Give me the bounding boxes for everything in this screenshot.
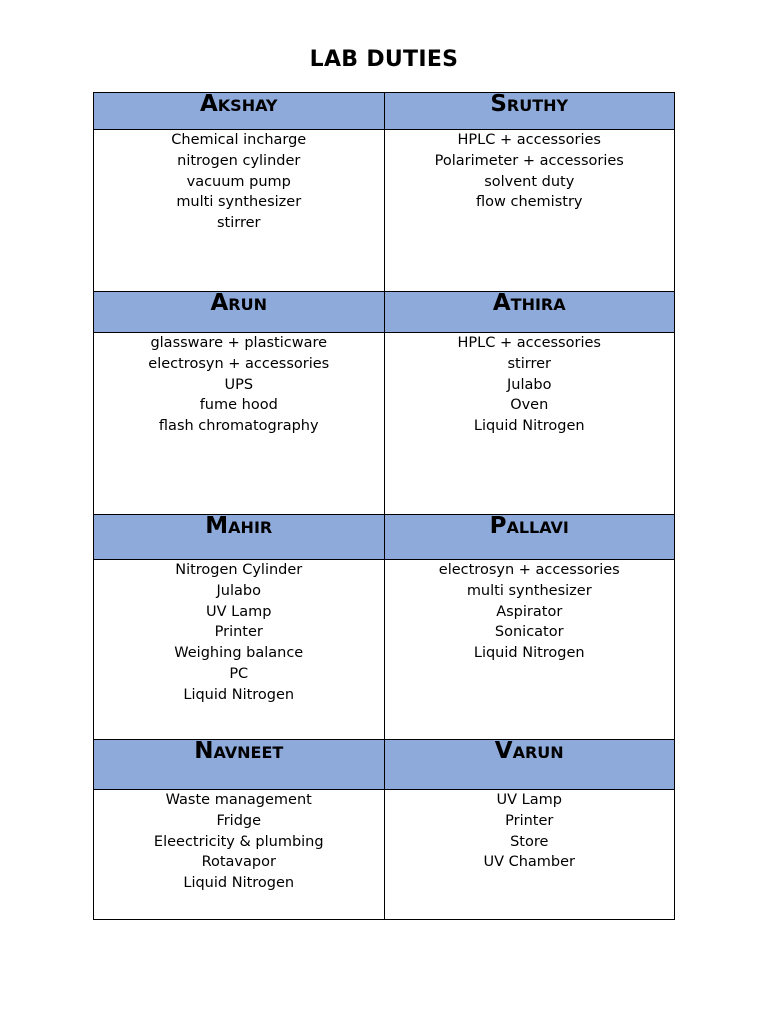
duty-item: UV Chamber (483, 854, 576, 871)
duty-item: glassware + plasticware (150, 335, 328, 351)
duty-item: Oven (510, 397, 549, 414)
duty-item: Liquid Nitrogen (473, 645, 585, 662)
duties-cell (94, 130, 385, 292)
person-name: Navneet (194, 738, 284, 764)
duty-item: multi synthesizer (176, 194, 302, 211)
duty-item: electrosyn + accessories (148, 355, 330, 372)
duty-item: UPS (224, 376, 254, 393)
duty-item: Sonicator (494, 624, 564, 641)
duty-item: solvent duty (484, 173, 575, 190)
duty-item: HPLC + accessories (457, 132, 601, 148)
duty-item: PC (229, 665, 249, 682)
person-name-cell (94, 93, 385, 130)
duty-item: Fridge (216, 812, 262, 829)
duty-item: Julabo (507, 376, 552, 393)
person-name: Arun (210, 290, 267, 316)
duty-item: stirrer (217, 215, 261, 232)
duties-cell (384, 560, 675, 740)
duty-item: Store (510, 833, 549, 850)
duty-item: fume hood (199, 397, 278, 414)
duty-item: HPLC + accessories (457, 335, 601, 351)
duty-item: Printer (214, 624, 263, 641)
person-name-cell (94, 292, 385, 333)
person-name: Varun (494, 738, 564, 764)
lab-duties-table-body (94, 93, 675, 920)
duties-cell (94, 333, 385, 515)
duties-row (94, 790, 675, 920)
duty-item: Polarimeter + accessories (434, 152, 624, 169)
duty-item: electrosyn + accessories (438, 562, 620, 578)
person-name-cell (384, 93, 675, 130)
person-name-cell (94, 515, 385, 560)
duty-item: Eleectricity & plumbing (153, 833, 324, 850)
duty-item: Rotavapor (201, 854, 276, 871)
duty-item: Julabo (216, 582, 261, 599)
person-name: Pallavi (489, 513, 569, 539)
lab-duties-table (93, 92, 675, 920)
person-name-cell (384, 292, 675, 333)
duties-cell (94, 560, 385, 740)
page-title: LAB DUTIES (309, 47, 459, 72)
duty-item: Printer (505, 812, 554, 829)
duty-item: Liquid Nitrogen (183, 686, 295, 703)
duty-item: multi synthesizer (466, 582, 592, 599)
duties-cell (384, 130, 675, 292)
duties-row (94, 130, 675, 292)
duty-item: flow chemistry (476, 194, 583, 211)
person-name-cell (384, 740, 675, 790)
duty-item: UV Lamp (496, 792, 562, 808)
duty-item: Nitrogen Cylinder (175, 562, 303, 578)
person-name: Mahir (205, 513, 273, 539)
duty-item: flash chromatography (158, 418, 319, 435)
person-name-cell (94, 740, 385, 790)
duty-item: nitrogen cylinder (177, 152, 301, 169)
person-name: Athira (492, 290, 566, 316)
person-name: Sruthy (490, 91, 569, 117)
duty-item: Liquid Nitrogen (183, 875, 295, 892)
person-name: Akshay (199, 91, 278, 117)
duty-item: vacuum pump (186, 173, 291, 190)
duty-item: stirrer (507, 355, 551, 372)
name-row (94, 740, 675, 790)
person-name-cell (384, 515, 675, 560)
duties-cell (94, 790, 385, 920)
duties-cell (384, 333, 675, 515)
name-row (94, 292, 675, 333)
duty-item: Waste management (165, 792, 312, 808)
duties-row (94, 560, 675, 740)
duty-item: Aspirator (496, 603, 563, 620)
duty-item: Chemical incharge (171, 132, 307, 148)
duties-row (94, 333, 675, 515)
duties-cell (384, 790, 675, 920)
name-row (94, 93, 675, 130)
name-row (94, 515, 675, 560)
duty-item: Weighing balance (174, 645, 304, 662)
duty-item: Liquid Nitrogen (473, 418, 585, 435)
duty-item: UV Lamp (206, 603, 272, 620)
